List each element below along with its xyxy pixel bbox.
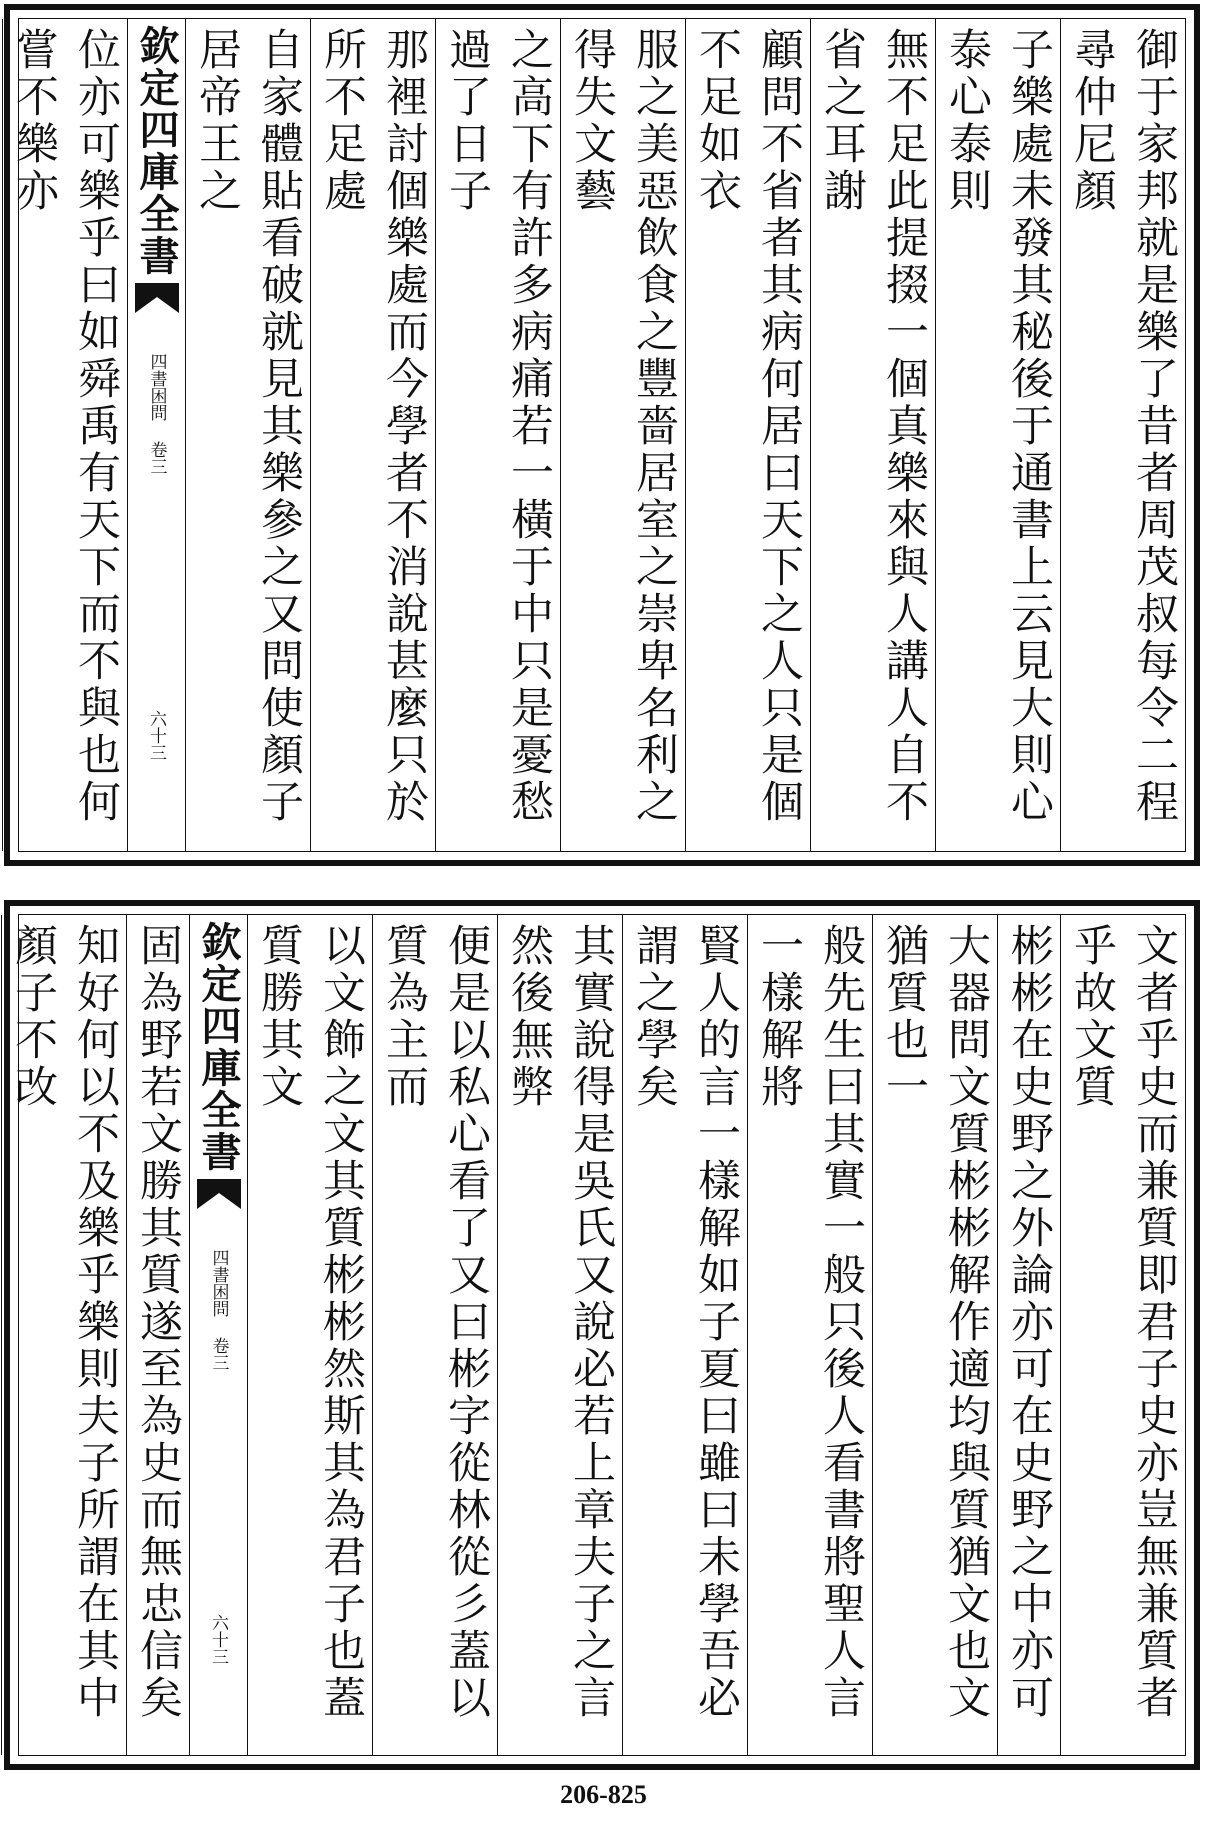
page-reference-number: 206-825 <box>560 1780 647 1809</box>
text-column: 賢人的言一樣解如子夏曰雖曰未學吾必謂之學矣 <box>622 915 747 1755</box>
center-book-title: 四書困問 卷三 <box>208 1249 229 1371</box>
text-column: 知好何以不及樂乎樂則夫子所謂在其中顏子不改 <box>1 915 126 1755</box>
text-column: 便是以私心看了又曰彬字從林從彡蓋以質為主而 <box>372 915 497 1755</box>
text-column: 御于家邦就是樂了昔者周茂叔每令二程尋仲尼顏 <box>1060 19 1185 851</box>
text-column: 之高下有許多病痛若一橫于中只是憂愁過了日子 <box>435 19 560 851</box>
text-column: 以文飾之文其質彬彬然斯其為君子也蓋質勝其文 <box>247 915 372 1755</box>
top-page-frame <box>9 18 1186 852</box>
center-title: 欽定四庫全書 <box>133 25 180 277</box>
center-fold <box>127 19 185 851</box>
bottom-page <box>4 900 1200 1770</box>
center-book-title: 四書困問 卷三 <box>146 353 167 475</box>
text-column: 其實說得是吳氏又說必若上章夫子之言然後無弊 <box>497 915 622 1755</box>
text-column: 大器問文質彬彬解作適均與質猶文也文猶質也一 <box>872 915 997 1755</box>
text-column: 般先生曰其實一般只後人看書將聖人言一樣解將 <box>747 915 872 1755</box>
center-fold <box>189 915 247 1755</box>
text-column: 自家體貼看破就見其樂參之又問使顏子居帝王之 <box>185 19 310 851</box>
text-column: 無不足此提掇一個真樂來與人講人自不省之耳謝 <box>810 19 935 851</box>
text-column: 服之美惡飲食之豐嗇居室之崇卑名利之得失文藝 <box>560 19 685 851</box>
bottom-page-frame <box>8 914 1186 1756</box>
text-column: 顧問不省者其病何居曰天下之人只是個不足如衣 <box>685 19 810 851</box>
text-column: 位亦可樂乎曰如舜禹有天下而不與也何嘗不樂亦 <box>2 19 127 851</box>
top-page <box>4 4 1200 866</box>
center-page-number: 六十三 <box>146 710 166 761</box>
text-column: 那裡討個樂處而今學者不消說甚麼只於所不足處 <box>310 19 435 851</box>
fish-tail-icon <box>197 1179 241 1209</box>
text-column: 彬彬在史野之外論亦可在史野之中亦可 <box>997 915 1060 1755</box>
fish-tail-icon <box>135 283 179 313</box>
text-column: 文者乎史而兼質即君子史亦豈無兼質者乎故文質 <box>1060 915 1185 1755</box>
text-column: 子樂處未發其秘後于通書上云見大則心泰心泰則 <box>935 19 1060 851</box>
center-title: 欽定四庫全書 <box>195 921 242 1173</box>
text-column: 固為野若文勝其質遂至為史而無忠信矣 <box>126 915 189 1755</box>
center-page-number: 六十三 <box>208 1614 228 1665</box>
